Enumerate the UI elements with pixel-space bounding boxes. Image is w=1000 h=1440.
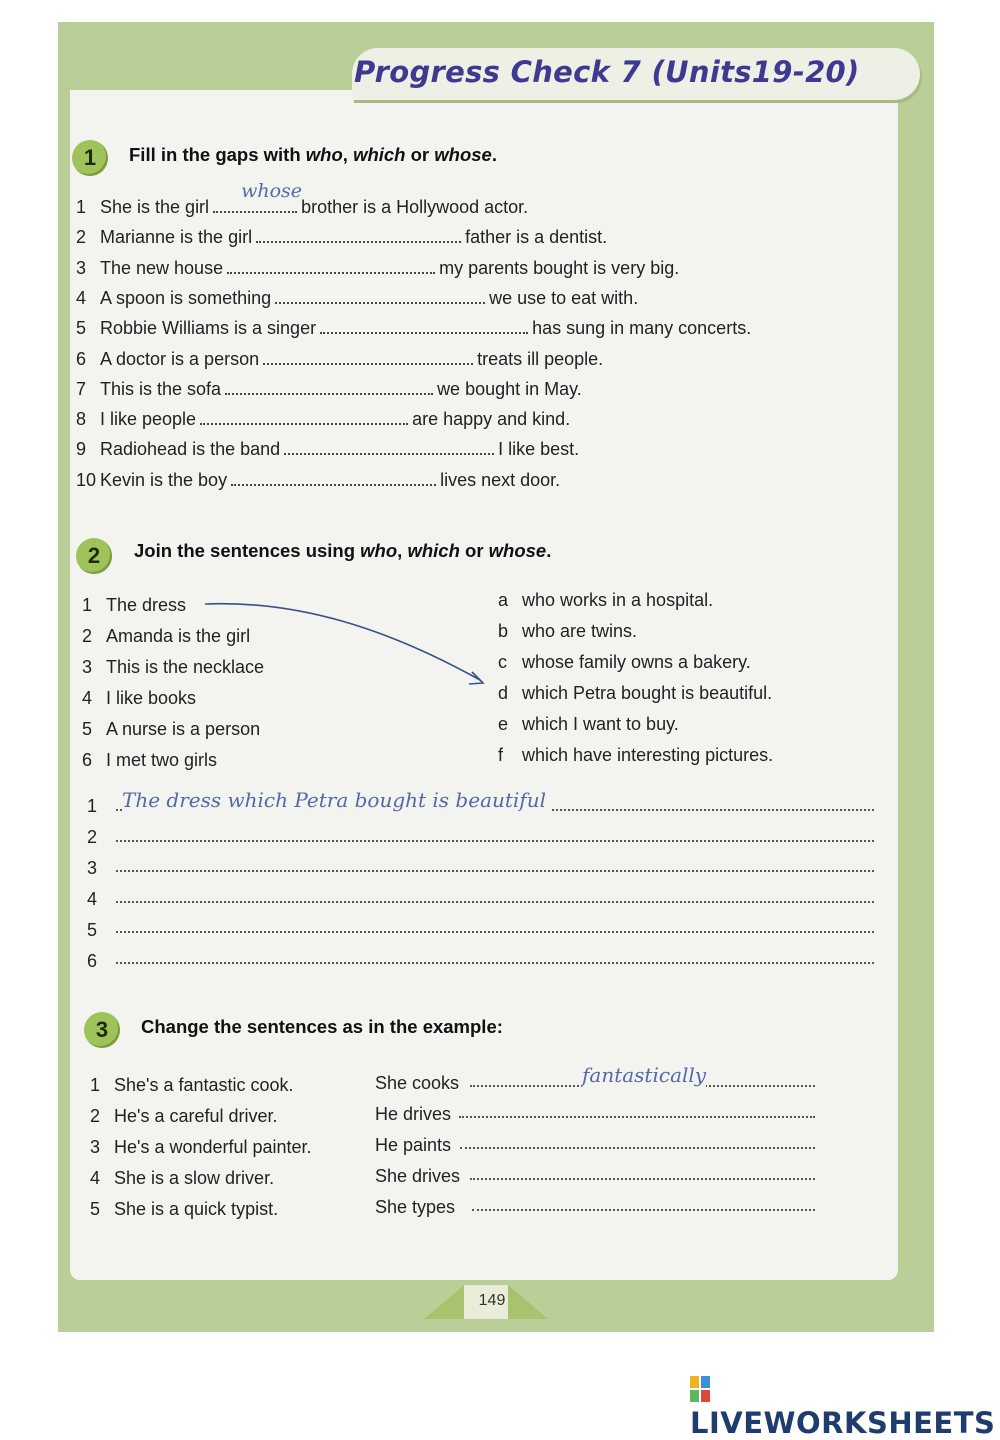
gap-fill-line <box>76 470 560 491</box>
answer-line[interactable] <box>459 1114 815 1118</box>
prompt-text: He drives <box>375 1104 452 1124</box>
item-text: A nurse is a person <box>106 719 261 739</box>
heading-part: , <box>342 144 354 165</box>
heading-part: which <box>353 144 406 165</box>
match-left-item <box>82 626 250 647</box>
match-left-item <box>82 719 260 740</box>
rewrite-prompt <box>375 1073 459 1094</box>
watermark-text: LIVEWORKSHEETS <box>690 1406 996 1440</box>
item-letter: a <box>498 590 509 610</box>
sentence-start: The new house <box>100 257 224 278</box>
item-text: who works in a hospital. <box>522 590 714 610</box>
match-left-item <box>82 657 264 678</box>
match-right-item <box>498 714 679 735</box>
rewrite-prompt <box>375 1135 451 1156</box>
answer-line-number: 2 <box>87 827 98 847</box>
answer-line[interactable] <box>470 1176 815 1180</box>
heading-part: who <box>360 540 398 561</box>
item-number: 4 <box>82 688 93 708</box>
heading-part: . <box>491 144 497 165</box>
section-1-heading <box>129 144 497 166</box>
item-number: 8 <box>76 409 87 430</box>
section-2-heading <box>134 540 551 562</box>
item-letter: e <box>498 714 509 734</box>
sentence-start: A doctor is a person <box>100 348 260 369</box>
heading-part: or <box>459 540 489 561</box>
prompt-text: She drives <box>375 1166 461 1186</box>
gap-fill-line <box>76 227 607 248</box>
gap-fill-line <box>76 349 603 370</box>
answer-line-number: 6 <box>87 951 98 971</box>
section-3-heading: Change the sentences as in the example: <box>141 1016 503 1037</box>
sentence-end: father is a dentist. <box>465 227 608 248</box>
answer-gap[interactable] <box>256 229 461 243</box>
answer-line[interactable] <box>116 838 874 842</box>
heading-part: whose <box>434 144 492 165</box>
match-left-item <box>82 688 196 709</box>
gap-fill-line <box>76 409 570 430</box>
item-number: 10 <box>76 469 97 490</box>
item-letter: f <box>498 745 504 765</box>
heading-part: which <box>407 540 460 561</box>
item-number: 2 <box>82 626 93 646</box>
item-letter: c <box>498 652 507 672</box>
original-sentence <box>90 1106 278 1127</box>
item-number: 5 <box>90 1199 101 1219</box>
item-number: 3 <box>82 657 93 677</box>
item-letter: d <box>498 683 509 703</box>
item-number: 7 <box>76 378 87 399</box>
section-3-badge: 3 <box>84 1012 120 1048</box>
answer-line-number: 3 <box>87 858 98 878</box>
sentence-end: lives next door. <box>440 469 561 490</box>
heading-part: or <box>405 144 435 165</box>
item-number: 5 <box>82 719 93 739</box>
match-right-item <box>498 683 772 704</box>
match-right-item <box>498 745 773 766</box>
gap-fill-line <box>76 439 579 460</box>
section-1-badge: 1 <box>72 140 108 176</box>
answer-line-number: 4 <box>87 889 98 909</box>
item-number: 2 <box>90 1106 101 1126</box>
item-text: The dress <box>106 595 187 615</box>
item-number: 4 <box>90 1168 101 1188</box>
original-sentence <box>90 1168 274 1189</box>
answer-line[interactable] <box>116 899 874 903</box>
original-sentence <box>90 1199 278 1220</box>
answer-line[interactable] <box>116 960 874 964</box>
answer-line[interactable] <box>116 868 874 872</box>
prompt-text: She cooks <box>375 1073 460 1093</box>
prompt-text: He paints <box>375 1135 452 1155</box>
original-sentence <box>90 1075 294 1096</box>
handwritten-answer: The dress which Petra bought is beautiful <box>122 788 550 812</box>
gap-fill-line <box>76 379 582 400</box>
sentence-start: Radiohead is the band <box>100 439 281 460</box>
item-number: 1 <box>82 595 93 615</box>
answer-gap[interactable] <box>213 180 302 213</box>
item-text: I met two girls <box>106 750 218 770</box>
gap-fill-line <box>76 288 638 309</box>
answer-gap[interactable] <box>275 290 485 304</box>
sentence-end: we use to eat with. <box>489 287 639 308</box>
item-number: 1 <box>90 1075 101 1095</box>
item-number: 5 <box>76 318 87 339</box>
item-text: who are twins. <box>522 621 638 641</box>
sentence-text: She is a quick typist. <box>114 1199 279 1219</box>
item-text: I like books <box>106 688 197 708</box>
gap-fill-line <box>76 318 751 339</box>
sentence-end: we bought in May. <box>437 378 582 399</box>
item-number: 1 <box>76 197 87 217</box>
prompt-text: She types <box>375 1197 456 1217</box>
answer-line-number: 5 <box>87 920 98 940</box>
item-text: This is the necklace <box>106 657 265 677</box>
item-number: 6 <box>82 750 93 770</box>
gap-fill-line <box>76 180 529 218</box>
answer-line-number: 1 <box>87 796 98 816</box>
heading-part: Join the sentences using <box>134 540 361 561</box>
rewrite-prompt <box>375 1197 455 1218</box>
answer-line[interactable] <box>472 1207 815 1211</box>
item-text: Amanda is the girl <box>106 626 251 646</box>
sentence-text: He's a wonderful painter. <box>114 1137 312 1157</box>
item-number: 9 <box>76 439 87 460</box>
answer-gap[interactable] <box>225 381 433 395</box>
item-number: 6 <box>76 348 87 369</box>
sentence-start: Kevin is the boy <box>100 469 228 490</box>
heading-part: who <box>305 144 343 165</box>
heading-part: Fill in the gaps with <box>129 144 306 165</box>
heading-part: . <box>546 540 552 561</box>
answer-gap[interactable] <box>231 472 436 486</box>
match-left-item <box>82 595 186 616</box>
rewrite-prompt <box>375 1104 451 1125</box>
sentence-end: treats ill people. <box>477 348 604 369</box>
sentence-start: Robbie Williams is a singer <box>100 318 317 339</box>
sentence-text: She is a slow driver. <box>114 1168 275 1188</box>
answer-line[interactable] <box>460 1145 815 1149</box>
sentence-start: Marianne is the girl <box>100 227 253 248</box>
item-number: 2 <box>76 227 87 248</box>
section-2-badge: 2 <box>76 538 112 574</box>
item-letter: b <box>498 621 509 641</box>
sentence-start: I like people <box>100 409 197 430</box>
answer-gap[interactable] <box>284 441 494 455</box>
watermark-logo <box>690 1372 1000 1440</box>
sentence-end: my parents bought is very big. <box>439 257 680 278</box>
sentence-end: are happy and kind. <box>412 409 571 430</box>
match-right-item <box>498 590 713 611</box>
match-left-item <box>82 750 217 771</box>
original-sentence <box>90 1137 312 1158</box>
item-text: which have interesting pictures. <box>522 745 774 765</box>
sentence-start: A spoon is something <box>100 287 272 308</box>
answer-gap[interactable] <box>200 411 408 425</box>
liveworksheets-icon <box>690 1376 710 1402</box>
item-text: which I want to buy. <box>522 714 679 734</box>
handwritten-answer: fantastically <box>582 1063 707 1087</box>
handwritten-answer: whose <box>241 180 302 202</box>
sentence-end: has sung in many concerts. <box>532 318 752 339</box>
sentence-start: This is the sofa <box>100 378 222 399</box>
page-title: Progress Check 7 (Units19-20) <box>354 55 860 89</box>
answer-gap[interactable] <box>227 260 435 274</box>
gap-fill-line <box>76 258 679 279</box>
answer-gap[interactable] <box>320 320 528 334</box>
item-number: 3 <box>76 257 87 278</box>
rewrite-prompt <box>375 1166 460 1187</box>
item-text: whose family owns a bakery. <box>522 652 751 672</box>
match-right-item <box>498 621 637 642</box>
sentence-text: He's a careful driver. <box>114 1106 278 1126</box>
sentence-start: She is the girl <box>100 197 210 217</box>
sentence-end: brother is a Hollywood actor. <box>301 197 529 217</box>
match-right-item <box>498 652 751 673</box>
answer-line[interactable] <box>116 929 874 933</box>
heading-part: whose <box>488 540 547 561</box>
heading-part: , <box>397 540 408 561</box>
answer-gap[interactable] <box>263 351 473 365</box>
sentence-end: I like best. <box>498 439 580 460</box>
sentence-text: She's a fantastic cook. <box>114 1075 294 1095</box>
item-number: 4 <box>76 287 87 308</box>
item-text: which Petra bought is beautiful. <box>522 683 773 703</box>
item-number: 3 <box>90 1137 101 1157</box>
page-number: 149 <box>478 1292 506 1309</box>
